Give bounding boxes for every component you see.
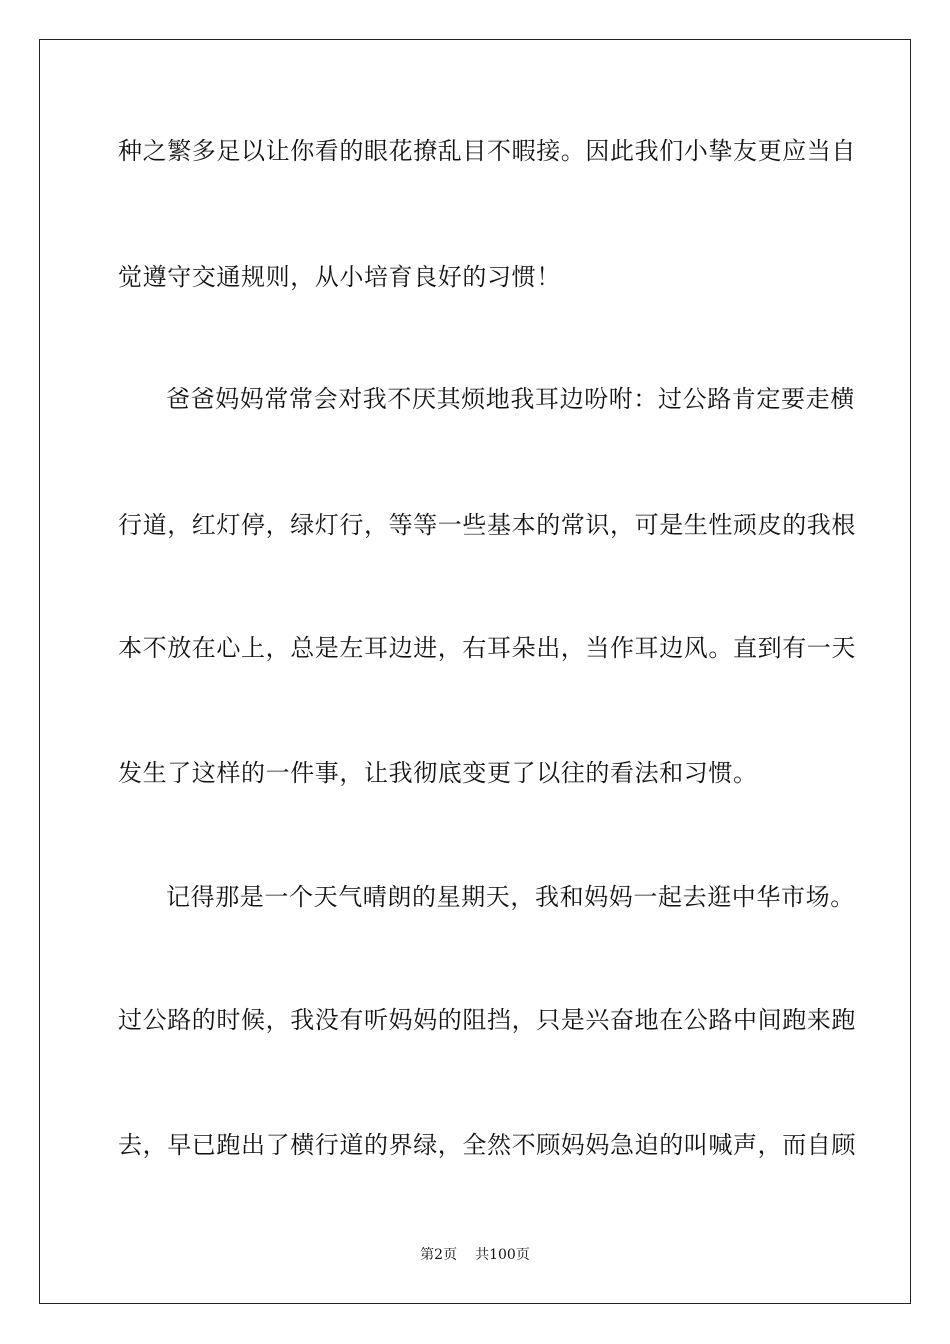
text-line-8: 过公路的时候，我没有听妈妈的阻挡，只是兴奋地在公路中间跑来跑	[118, 1006, 856, 1034]
text-line-6: 发生了这样的一件事，让我彻底变更了以往的看法和习惯。	[118, 759, 758, 787]
page-number: 第2页	[420, 1247, 458, 1263]
text-line-1: 种之繁多足以让你看的眼花撩乱目不暇接。因此我们小挚友更应当自	[118, 137, 856, 165]
text-line-7: 记得那是一个天气晴朗的星期天，我和妈妈一起去逛中华市场。	[166, 883, 855, 911]
text-line-4: 行道，红灯停，绿灯行，等等一些基本的常识，可是生性顽皮的我根	[118, 511, 856, 539]
text-line-3: 爸爸妈妈常常会对我不厌其烦地我耳边吩咐：过公路肯定要走横	[166, 385, 855, 413]
page-total: 共100页	[475, 1247, 530, 1263]
page-border	[39, 39, 911, 1304]
text-line-5: 本不放在心上，总是左耳边进，右耳朵出，当作耳边风。直到有一天	[118, 634, 856, 662]
text-line-2: 觉遵守交通规则，从小培育良好的习惯！	[118, 263, 561, 291]
page-footer	[0, 1245, 950, 1265]
text-line-9: 去，早已跑出了横行道的界绿，全然不顾妈妈急迫的叫喊声，而自顾	[118, 1131, 856, 1159]
